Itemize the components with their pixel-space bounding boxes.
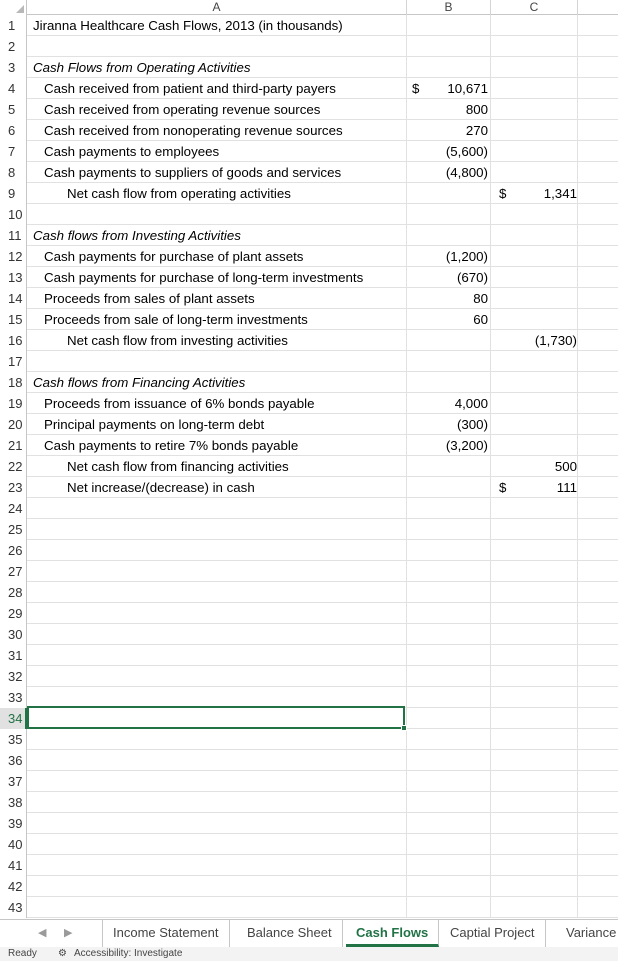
gridline (577, 246, 578, 267)
row-header[interactable]: 29 (0, 603, 27, 624)
gridline (490, 15, 491, 36)
sheet-row (0, 687, 618, 708)
gridline (577, 540, 578, 561)
gridline (577, 372, 578, 393)
fill-handle[interactable] (401, 725, 407, 731)
gridline (406, 456, 407, 477)
sheet-row (0, 141, 618, 162)
sheet-row (0, 813, 618, 834)
cell-b-value[interactable]: (4,800) (445, 165, 488, 180)
cell-b-value[interactable]: (5,600) (445, 144, 488, 159)
gridline (577, 498, 578, 519)
sheet-row (0, 435, 618, 456)
row-header[interactable]: 28 (0, 582, 27, 603)
scroll-tabs-right-icon[interactable]: ▶ (64, 927, 73, 939)
cell-c-value[interactable]: 1,341 (543, 186, 577, 201)
gridline (406, 498, 407, 519)
gridline (406, 729, 407, 750)
gridline (577, 351, 578, 372)
sheet-row (0, 897, 618, 918)
gridline (577, 519, 578, 540)
row-header[interactable]: 9 (0, 183, 27, 204)
gridline (406, 645, 407, 666)
row-header[interactable]: 24 (0, 498, 27, 519)
gridline (490, 624, 491, 645)
cell-a-label[interactable]: Proceeds from sale of long-term investments (44, 312, 308, 327)
gridline (490, 876, 491, 897)
gridline (577, 330, 578, 351)
gridline (490, 519, 491, 540)
accessibility-status[interactable]: Accessibility: Investigate (74, 948, 183, 959)
row-header[interactable]: 43 (0, 897, 27, 918)
gridline (577, 57, 578, 78)
gridline (490, 750, 491, 771)
gridline (406, 246, 407, 267)
cell-a-label[interactable]: Proceeds from sales of plant assets (44, 291, 255, 306)
row-header[interactable]: 1 (0, 15, 27, 36)
gridline (406, 141, 407, 162)
sheet-row (0, 414, 618, 435)
gridline (577, 78, 578, 99)
sheet-tab-bar (0, 919, 618, 947)
sheet-tab[interactable]: Cash Flows (346, 920, 439, 947)
sheet-row (0, 57, 618, 78)
gridline (577, 456, 578, 477)
row-header[interactable]: 18 (0, 372, 27, 393)
gridline (406, 78, 407, 99)
gridline (490, 204, 491, 225)
sheet-row (0, 393, 618, 414)
gridline (577, 792, 578, 813)
row-header[interactable]: 32 (0, 666, 27, 687)
sheet-row (0, 540, 618, 561)
sheet-row (0, 267, 618, 288)
gridline (490, 372, 491, 393)
cell-c-value[interactable]: (1,730) (534, 333, 577, 348)
gridline (490, 162, 491, 183)
gridline (490, 288, 491, 309)
gridline (490, 246, 491, 267)
gridline (406, 624, 407, 645)
sheet-row (0, 120, 618, 141)
gridline (490, 99, 491, 120)
row-header[interactable]: 30 (0, 624, 27, 645)
row-header[interactable]: 33 (0, 687, 27, 708)
gridline (406, 792, 407, 813)
cell-a-label[interactable]: Cash Flows from Operating Activities (33, 60, 251, 75)
gridline (490, 330, 491, 351)
gridline (490, 78, 491, 99)
sheet-row (0, 288, 618, 309)
cell-a-label[interactable]: Cash payments to suppliers of goods and services (44, 165, 342, 180)
gridline (490, 36, 491, 57)
cell-a-label[interactable]: Net cash flow from financing activities (67, 459, 289, 474)
sheet-row (0, 729, 618, 750)
sheet-row (0, 624, 618, 645)
sheet-row (0, 456, 618, 477)
cell-a-label[interactable]: Cash received from nonoperating revenue sources (44, 123, 343, 138)
gridline (577, 99, 578, 120)
gridline (490, 414, 491, 435)
cell-c-currency: $ (499, 186, 507, 201)
row-header[interactable]: 6 (0, 120, 27, 141)
gridline (577, 288, 578, 309)
gridline (406, 813, 407, 834)
gridline (406, 183, 407, 204)
accessibility-icon: ⚙ (58, 948, 67, 959)
gridline (490, 456, 491, 477)
row-header[interactable]: 2 (0, 36, 27, 57)
sheet-row (0, 183, 618, 204)
sheet-row (0, 330, 618, 351)
sheet-row (0, 351, 618, 372)
sheet-row (0, 246, 618, 267)
row-header[interactable]: 14 (0, 288, 27, 309)
cell-a-label[interactable]: Cash received from patient and third-party payers (44, 81, 336, 96)
gridline (490, 141, 491, 162)
sheet-row (0, 309, 618, 330)
gridline (406, 393, 407, 414)
gridline (490, 393, 491, 414)
gridline (406, 561, 407, 582)
gridline (577, 141, 578, 162)
row-header[interactable]: 3 (0, 57, 27, 78)
row-header[interactable]: 37 (0, 771, 27, 792)
gridline (406, 330, 407, 351)
cell-c-value[interactable]: 111 (556, 480, 577, 495)
row-header[interactable]: 34 (0, 708, 27, 729)
sheet-row (0, 162, 618, 183)
gridline (406, 897, 407, 918)
row-header[interactable]: 16 (0, 330, 27, 351)
gridline (490, 120, 491, 141)
cell-c-currency: $ (499, 480, 507, 495)
gridline (577, 120, 578, 141)
gridline (577, 183, 578, 204)
row-header[interactable]: 13 (0, 267, 27, 288)
gridline (577, 477, 578, 498)
sheet-row (0, 519, 618, 540)
gridline (490, 561, 491, 582)
cell-b-value[interactable]: 4,000 (454, 396, 488, 411)
cell-a-label[interactable]: Cash payments for purchase of plant assets (44, 249, 304, 264)
gridline (406, 57, 407, 78)
gridline (406, 771, 407, 792)
row-header[interactable]: 31 (0, 645, 27, 666)
sheet-tab[interactable]: Balance Sheet (237, 920, 343, 947)
gridline (406, 582, 407, 603)
gridline (577, 897, 578, 918)
cell-a-label[interactable]: Cash flows from Investing Activities (33, 228, 241, 243)
scroll-tabs-left-icon[interactable]: ◀ (38, 927, 47, 939)
gridline (577, 876, 578, 897)
sheet-row (0, 666, 618, 687)
gridline (490, 435, 491, 456)
row-header[interactable]: 25 (0, 519, 27, 540)
gridline (577, 771, 578, 792)
sheet-row (0, 15, 618, 36)
cell-b-value[interactable]: (1,200) (445, 249, 488, 264)
sheet-row (0, 36, 618, 57)
gridline (406, 36, 407, 57)
row-header[interactable]: 40 (0, 834, 27, 855)
gridline (490, 498, 491, 519)
gridline (406, 351, 407, 372)
gridline (490, 897, 491, 918)
sheet-row (0, 78, 618, 99)
row-header[interactable]: 19 (0, 393, 27, 414)
cell-b-value[interactable]: 80 (473, 291, 488, 306)
gridline (577, 225, 578, 246)
gridline (577, 603, 578, 624)
gridline (490, 225, 491, 246)
status-ready: Ready (8, 948, 37, 959)
sheet-row (0, 561, 618, 582)
gridline (577, 624, 578, 645)
row-header[interactable]: 20 (0, 414, 27, 435)
gridline (406, 120, 407, 141)
gridline (406, 288, 407, 309)
gridline (490, 582, 491, 603)
gridline (577, 309, 578, 330)
gridline (490, 309, 491, 330)
gridline (577, 687, 578, 708)
gridline (406, 435, 407, 456)
cell-b-value[interactable]: (300) (456, 417, 488, 432)
gridline (490, 729, 491, 750)
row-header[interactable]: 21 (0, 435, 27, 456)
gridline (406, 750, 407, 771)
row-header[interactable]: 42 (0, 876, 27, 897)
sheet-row (0, 582, 618, 603)
sheet-row (0, 645, 618, 666)
sheet-tab[interactable]: Captial Project (440, 920, 546, 947)
gridline (490, 834, 491, 855)
cell-c-value[interactable]: 500 (554, 459, 577, 474)
gridline (406, 666, 407, 687)
cell-b-value[interactable]: 800 (465, 102, 488, 117)
gridline (406, 477, 407, 498)
cell-b-value[interactable]: 270 (465, 123, 488, 138)
gridline (490, 477, 491, 498)
sheet-tab[interactable]: Variance (556, 920, 618, 947)
gridline (577, 267, 578, 288)
gridline (577, 204, 578, 225)
gridline (577, 813, 578, 834)
gridline (577, 834, 578, 855)
row-header[interactable]: 27 (0, 561, 27, 582)
gridline (406, 540, 407, 561)
cell-a-label[interactable]: Principal payments on long-term debt (44, 417, 265, 432)
gridline (577, 708, 578, 729)
gridline (406, 309, 407, 330)
gridline (577, 729, 578, 750)
cell-a-label[interactable]: Cash payments for purchase of long-term investments (44, 270, 364, 285)
status-bar (0, 947, 618, 961)
row-header[interactable]: 22 (0, 456, 27, 477)
column-header-c[interactable]: C (491, 0, 578, 15)
gridline (577, 645, 578, 666)
cell-a-label[interactable]: Cash received from operating revenue sources (44, 102, 321, 117)
gridline (406, 855, 407, 876)
gridline (577, 162, 578, 183)
gridline (406, 99, 407, 120)
cell-a-label[interactable]: Cash payments to retire 7% bonds payable (44, 438, 299, 453)
row-header[interactable]: 36 (0, 750, 27, 771)
gridline (490, 540, 491, 561)
sheet-row (0, 603, 618, 624)
row-header[interactable]: 26 (0, 540, 27, 561)
gridline (490, 603, 491, 624)
cell-a-label[interactable]: Net cash flow from operating activities (67, 186, 291, 201)
gridline (577, 750, 578, 771)
select-all-triangle-icon (16, 5, 24, 13)
cell-a-label[interactable]: Jiranna Healthcare Cash Flows, 2013 (in thousands) (33, 18, 343, 33)
gridline (577, 15, 578, 36)
sheet-row (0, 225, 618, 246)
gridline (490, 267, 491, 288)
sheet-row (0, 750, 618, 771)
cell-b-value[interactable]: 10,671 (447, 81, 488, 96)
gridline (490, 666, 491, 687)
sheet-row (0, 855, 618, 876)
gridline (406, 519, 407, 540)
gridline (490, 855, 491, 876)
sheet-row (0, 792, 618, 813)
gridline (490, 792, 491, 813)
cell-b-value[interactable]: 60 (473, 312, 488, 327)
gridline (406, 225, 407, 246)
sheet-row (0, 834, 618, 855)
sheet-row (0, 372, 618, 393)
cell-a-label[interactable]: Cash flows from Financing Activities (33, 375, 246, 390)
gridline (490, 351, 491, 372)
gridline (490, 687, 491, 708)
column-header-bar (0, 0, 618, 15)
gridline (406, 267, 407, 288)
sheet-row (0, 876, 618, 897)
gridline (406, 204, 407, 225)
gridline (577, 582, 578, 603)
gridline (490, 813, 491, 834)
row-header[interactable]: 38 (0, 792, 27, 813)
gridline (406, 372, 407, 393)
row-header[interactable]: 17 (0, 351, 27, 372)
gridline (406, 414, 407, 435)
cell-b-currency: $ (412, 81, 420, 96)
gridline (406, 876, 407, 897)
row-header[interactable]: 39 (0, 813, 27, 834)
row-header[interactable]: 23 (0, 477, 27, 498)
cell-a-label[interactable]: Cash payments to employees (44, 144, 220, 159)
row-header[interactable]: 41 (0, 855, 27, 876)
row-header[interactable]: 15 (0, 309, 27, 330)
sheet-row (0, 477, 618, 498)
gridline (577, 561, 578, 582)
cell-b-value[interactable]: (670) (456, 270, 488, 285)
gridline (577, 855, 578, 876)
row-header[interactable]: 5 (0, 99, 27, 120)
cell-b-value[interactable]: (3,200) (445, 438, 488, 453)
gridline (406, 162, 407, 183)
row-header[interactable]: 12 (0, 246, 27, 267)
active-cell-selection[interactable] (27, 706, 405, 729)
gridline (577, 666, 578, 687)
gridline (490, 771, 491, 792)
gridline (406, 15, 407, 36)
gridline (490, 183, 491, 204)
gridline (577, 435, 578, 456)
gridline (406, 687, 407, 708)
gridline (490, 645, 491, 666)
sheet-row (0, 771, 618, 792)
gridline (406, 603, 407, 624)
row-header[interactable]: 4 (0, 78, 27, 99)
row-header[interactable]: 11 (0, 225, 27, 246)
cell-a-label[interactable]: Net increase/(decrease) in cash (67, 480, 255, 495)
column-header-b[interactable]: B (407, 0, 491, 15)
gridline (490, 708, 491, 729)
gridline (577, 393, 578, 414)
cell-a-label[interactable]: Proceeds from issuance of 6% bonds payable (44, 396, 315, 411)
row-header[interactable]: 10 (0, 204, 27, 225)
row-header[interactable]: 7 (0, 141, 27, 162)
gridline (577, 36, 578, 57)
gridline (490, 57, 491, 78)
sheet-tab[interactable]: Income Statement (102, 920, 230, 947)
column-header-a[interactable]: A (27, 0, 407, 15)
select-all-corner[interactable] (0, 0, 27, 15)
row-header[interactable]: 8 (0, 162, 27, 183)
sheet-row (0, 99, 618, 120)
sheet-row (0, 204, 618, 225)
cell-a-label[interactable]: Net cash flow from investing activities (67, 333, 288, 348)
gridline (577, 414, 578, 435)
sheet-row (0, 498, 618, 519)
row-header[interactable]: 35 (0, 729, 27, 750)
gridline (406, 834, 407, 855)
